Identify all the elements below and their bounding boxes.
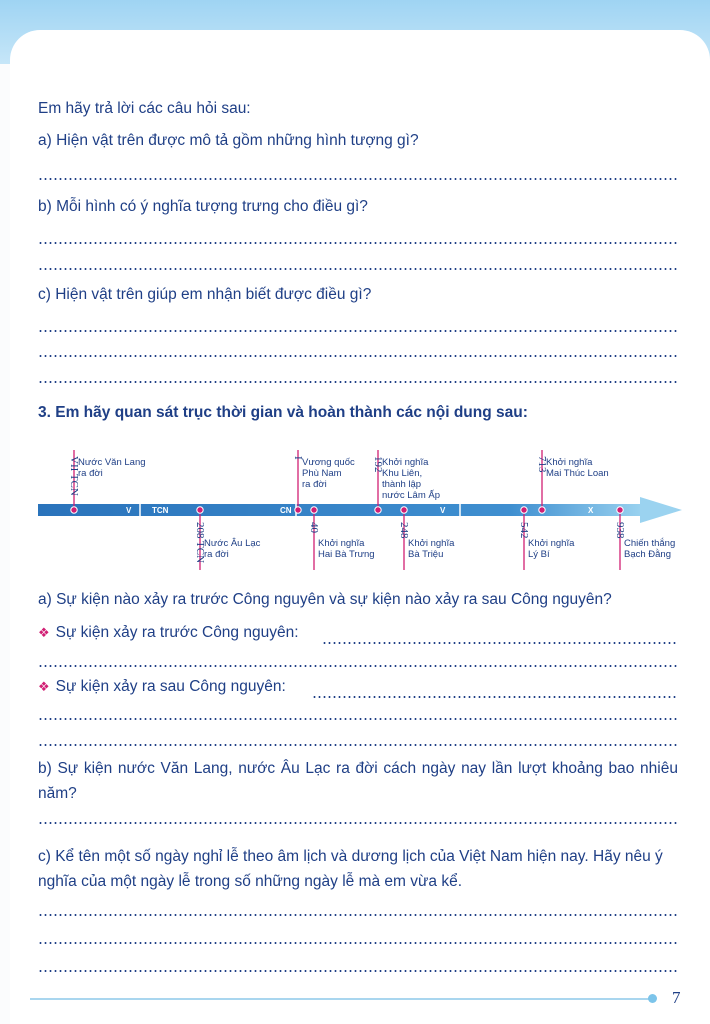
axis-label: TCN bbox=[152, 506, 169, 515]
event-marker-dot bbox=[375, 507, 381, 513]
axis-label: V bbox=[440, 506, 446, 515]
event-label: Hai Bà Trưng bbox=[318, 549, 375, 560]
event-date: 938 bbox=[614, 522, 626, 539]
four-petal-diamond-icon: ❖ bbox=[38, 625, 50, 640]
event-date: 208 TCN bbox=[194, 522, 206, 564]
event-label: ra đời bbox=[302, 479, 327, 490]
answer-line[interactable] bbox=[322, 642, 678, 644]
bullet-text: Sự kiện xảy ra sau Công nguyên: bbox=[55, 678, 286, 695]
question-c: c) Hiện vật trên giúp em nhận biết được điều gì? bbox=[38, 286, 372, 303]
answer-line[interactable] bbox=[38, 914, 678, 916]
event-label: Khởi nghĩa bbox=[382, 457, 429, 468]
section-number: 3. bbox=[38, 404, 51, 421]
answer-line[interactable] bbox=[38, 970, 678, 972]
axis-label: CN bbox=[280, 506, 292, 515]
event-marker-dot bbox=[521, 507, 527, 513]
footer-dot bbox=[648, 994, 657, 1003]
event-label: Chiến thắng bbox=[624, 538, 676, 549]
event-marker-dot bbox=[197, 507, 203, 513]
answer-line[interactable] bbox=[38, 665, 678, 667]
intro-text: Em hãy trả lời các câu hỏi sau: bbox=[38, 100, 251, 117]
event-label: Khởi nghĩa bbox=[408, 538, 455, 549]
event-label: ra đời bbox=[78, 468, 103, 479]
event-date: 192 bbox=[372, 456, 384, 473]
event-label: Vương quốc bbox=[302, 457, 355, 468]
question-a: a) Hiện vật trên được mô tả gồm những hình tượng gì? bbox=[38, 132, 419, 149]
event-date: 248 bbox=[398, 522, 410, 539]
event-label: ra đời bbox=[204, 549, 229, 560]
event-label: Khởi nghĩa bbox=[546, 457, 593, 468]
event-label: Bà Triệu bbox=[408, 549, 444, 560]
event-label: Bạch Đằng bbox=[624, 549, 672, 560]
event-date: 713 bbox=[536, 456, 548, 473]
timeline-arrow bbox=[38, 497, 682, 523]
event-label: Khởi nghĩa bbox=[318, 538, 365, 549]
event-label: Lý Bí bbox=[528, 549, 550, 560]
sub-question-b: b) Sự kiện nước Văn Lang, nước Âu Lạc ra đời cách ngày nay lần lượt khoảng bao nhiêu năm? bbox=[38, 760, 678, 802]
answer-line[interactable] bbox=[38, 718, 678, 720]
event-label: Nước Văn Lang bbox=[78, 457, 146, 468]
section-title: Em hãy quan sát trục thời gian và hoàn thành các nội dung sau: bbox=[55, 404, 528, 421]
event-label: Khu Liên, bbox=[382, 468, 423, 479]
axis-label: X bbox=[588, 506, 594, 515]
bullet-before-cn bbox=[38, 624, 299, 642]
event-marker-dot bbox=[401, 507, 407, 513]
event-marker-dot bbox=[71, 507, 77, 513]
sub-question-a: a) Sự kiện nào xảy ra trước Công nguyên và sự kiện nào xảy ra sau Công nguyên? bbox=[38, 591, 612, 608]
answer-line[interactable] bbox=[312, 696, 678, 698]
answer-line[interactable] bbox=[38, 744, 678, 746]
answer-line[interactable] bbox=[38, 942, 678, 944]
event-marker-dot bbox=[539, 507, 545, 513]
event-marker-dot bbox=[311, 507, 317, 513]
event-label: Khởi nghĩa bbox=[528, 538, 575, 549]
event-label: nước Lâm Ấp bbox=[382, 490, 441, 501]
event-date: VII TCN bbox=[68, 456, 80, 496]
event-date: 542 bbox=[518, 522, 530, 539]
event-label: Mai Thúc Loan bbox=[546, 468, 609, 479]
sub-question-c: c) Kể tên một số ngày nghỉ lễ theo âm lịch và dương lịch của Việt Nam hiện nay. Hãy nêu ý nghĩa của một ngày lễ trong số những ngày lễ mà em vừa kể. bbox=[38, 848, 663, 890]
event-date: I bbox=[292, 456, 304, 460]
event-date: 40 bbox=[308, 522, 320, 533]
answer-line[interactable] bbox=[38, 822, 678, 824]
page-number: 7 bbox=[672, 988, 681, 1007]
event-marker-dot bbox=[617, 507, 623, 513]
event-label: Nước Âu Lạc bbox=[204, 538, 261, 549]
event-marker-dot bbox=[295, 507, 301, 513]
bullet-text: Sự kiện xảy ra trước Công nguyên: bbox=[55, 624, 299, 641]
axis-label: V bbox=[126, 506, 132, 515]
bullet-after-cn bbox=[38, 678, 286, 696]
question-b: b) Mỗi hình có ý nghĩa tượng trưng cho điều gì? bbox=[38, 198, 368, 215]
event-label: thành lập bbox=[382, 479, 422, 490]
four-petal-diamond-icon: ❖ bbox=[38, 679, 50, 694]
footer-rule bbox=[30, 998, 652, 1000]
event-label: Phù Nam bbox=[302, 468, 342, 479]
